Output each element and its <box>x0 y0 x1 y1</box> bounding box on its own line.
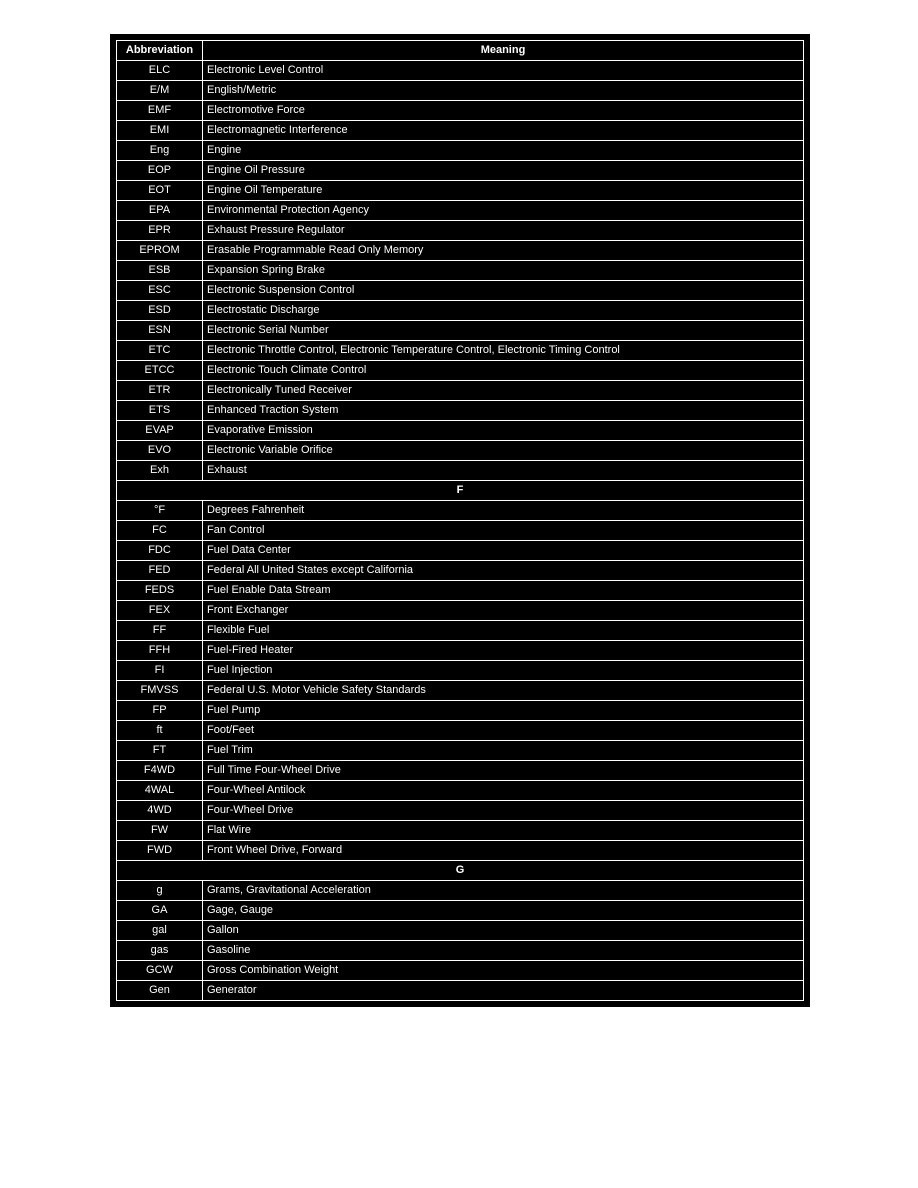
abbreviation-cell: Exh <box>117 461 203 481</box>
table-row <box>117 421 804 441</box>
meaning-cell: Evaporative Emission <box>203 421 804 441</box>
abbreviation-cell: °F <box>117 501 203 521</box>
table-row <box>117 301 804 321</box>
meaning-cell: Degrees Fahrenheit <box>203 501 804 521</box>
table-row <box>117 941 804 961</box>
table-row <box>117 981 804 1001</box>
abbreviation-cell: FDC <box>117 541 203 561</box>
table-row <box>117 621 804 641</box>
meaning-cell: Erasable Programmable Read Only Memory <box>203 241 804 261</box>
abbreviation-cell: F4WD <box>117 761 203 781</box>
abbreviation-cell: EOP <box>117 161 203 181</box>
meaning-cell: Environmental Protection Agency <box>203 201 804 221</box>
table-row <box>117 821 804 841</box>
table-row <box>117 401 804 421</box>
meaning-cell: Full Time Four-Wheel Drive <box>203 761 804 781</box>
meaning-cell: Electronic Touch Climate Control <box>203 361 804 381</box>
table-row <box>117 781 804 801</box>
table-row <box>117 881 804 901</box>
meaning-cell: Front Exchanger <box>203 601 804 621</box>
meaning-cell: Electromagnetic Interference <box>203 121 804 141</box>
abbreviation-cell: ESC <box>117 281 203 301</box>
abbreviation-cell: FC <box>117 521 203 541</box>
section-letter: G <box>117 861 804 881</box>
meaning-cell: Exhaust <box>203 461 804 481</box>
table-row <box>117 501 804 521</box>
table-row <box>117 461 804 481</box>
abbreviation-cell: FEX <box>117 601 203 621</box>
abbreviation-cell: E/M <box>117 81 203 101</box>
table-row <box>117 381 804 401</box>
table-row <box>117 121 804 141</box>
abbreviation-cell: EMF <box>117 101 203 121</box>
abbreviation-table-frame <box>110 34 810 1007</box>
meaning-cell: English/Metric <box>203 81 804 101</box>
abbreviation-cell: ELC <box>117 61 203 81</box>
table-row <box>117 241 804 261</box>
meaning-cell: Electrostatic Discharge <box>203 301 804 321</box>
section-header-row <box>117 481 804 501</box>
meaning-cell: Electronic Throttle Control, Electronic Temperature Control, Electronic Timing Control <box>203 341 804 361</box>
abbreviation-cell: FFH <box>117 641 203 661</box>
table-row <box>117 841 804 861</box>
abbreviation-cell: FED <box>117 561 203 581</box>
abbreviation-cell: EOT <box>117 181 203 201</box>
meaning-cell: Electronic Variable Orifice <box>203 441 804 461</box>
meaning-cell: Gross Combination Weight <box>203 961 804 981</box>
table-row <box>117 761 804 781</box>
abbreviation-cell: ft <box>117 721 203 741</box>
abbreviation-cell: EVAP <box>117 421 203 441</box>
table-row <box>117 201 804 221</box>
table-body <box>117 61 804 1001</box>
meaning-cell: Gasoline <box>203 941 804 961</box>
abbreviation-cell: EVO <box>117 441 203 461</box>
abbreviation-cell: 4WAL <box>117 781 203 801</box>
section-header-row <box>117 861 804 881</box>
abbreviation-cell: FW <box>117 821 203 841</box>
meaning-cell: Fuel Data Center <box>203 541 804 561</box>
abbreviation-cell: FT <box>117 741 203 761</box>
abbreviation-cell: FF <box>117 621 203 641</box>
meaning-cell: Fuel Pump <box>203 701 804 721</box>
abbreviation-cell: Gen <box>117 981 203 1001</box>
table-row <box>117 341 804 361</box>
meaning-cell: Electronic Suspension Control <box>203 281 804 301</box>
section-letter: F <box>117 481 804 501</box>
table-row <box>117 741 804 761</box>
abbreviation-cell: GA <box>117 901 203 921</box>
abbreviation-cell: ESD <box>117 301 203 321</box>
table-row <box>117 161 804 181</box>
meaning-cell: Fuel Enable Data Stream <box>203 581 804 601</box>
table-row <box>117 521 804 541</box>
abbreviation-cell: FMVSS <box>117 681 203 701</box>
meaning-cell: Fan Control <box>203 521 804 541</box>
abbreviation-table <box>116 40 804 1001</box>
abbreviation-cell: 4WD <box>117 801 203 821</box>
table-row <box>117 541 804 561</box>
table-row <box>117 81 804 101</box>
table-row <box>117 441 804 461</box>
abbreviation-cell: EPROM <box>117 241 203 261</box>
meaning-cell: Exhaust Pressure Regulator <box>203 221 804 241</box>
abbreviation-column-header: Abbreviation <box>117 41 203 61</box>
table-row <box>117 921 804 941</box>
table-row <box>117 721 804 741</box>
meaning-cell: Fuel Trim <box>203 741 804 761</box>
abbreviation-cell: FWD <box>117 841 203 861</box>
meaning-cell: Four-Wheel Drive <box>203 801 804 821</box>
table-row <box>117 181 804 201</box>
meaning-cell: Gage, Gauge <box>203 901 804 921</box>
table-row <box>117 601 804 621</box>
table-row <box>117 661 804 681</box>
table-header-row <box>117 41 804 61</box>
abbreviation-cell: ETR <box>117 381 203 401</box>
meaning-cell: Flat Wire <box>203 821 804 841</box>
meaning-column-header: Meaning <box>203 41 804 61</box>
meaning-cell: Electronic Serial Number <box>203 321 804 341</box>
meaning-cell: Electromotive Force <box>203 101 804 121</box>
abbreviation-cell: EPR <box>117 221 203 241</box>
abbreviation-cell: gal <box>117 921 203 941</box>
meaning-cell: Grams, Gravitational Acceleration <box>203 881 804 901</box>
table-row <box>117 561 804 581</box>
table-row <box>117 101 804 121</box>
meaning-cell: Electronic Level Control <box>203 61 804 81</box>
abbreviation-cell: Eng <box>117 141 203 161</box>
abbreviation-cell: ETS <box>117 401 203 421</box>
table-row <box>117 701 804 721</box>
table-row <box>117 361 804 381</box>
meaning-cell: Front Wheel Drive, Forward <box>203 841 804 861</box>
abbreviation-cell: ETC <box>117 341 203 361</box>
meaning-cell: Engine Oil Pressure <box>203 161 804 181</box>
table-row <box>117 961 804 981</box>
abbreviation-cell: GCW <box>117 961 203 981</box>
meaning-cell: Fuel Injection <box>203 661 804 681</box>
table-row <box>117 801 804 821</box>
table-row <box>117 901 804 921</box>
abbreviation-cell: ETCC <box>117 361 203 381</box>
abbreviation-cell: gas <box>117 941 203 961</box>
meaning-cell: Flexible Fuel <box>203 621 804 641</box>
meaning-cell: Expansion Spring Brake <box>203 261 804 281</box>
meaning-cell: Engine Oil Temperature <box>203 181 804 201</box>
table-row <box>117 221 804 241</box>
table-row <box>117 641 804 661</box>
meaning-cell: Federal All United States except California <box>203 561 804 581</box>
abbreviation-cell: EPA <box>117 201 203 221</box>
meaning-cell: Fuel-Fired Heater <box>203 641 804 661</box>
abbreviation-cell: FI <box>117 661 203 681</box>
meaning-cell: Federal U.S. Motor Vehicle Safety Standards <box>203 681 804 701</box>
meaning-cell: Generator <box>203 981 804 1001</box>
table-row <box>117 581 804 601</box>
meaning-cell: Enhanced Traction System <box>203 401 804 421</box>
table-row <box>117 681 804 701</box>
table-row <box>117 61 804 81</box>
abbreviation-cell: FEDS <box>117 581 203 601</box>
table-row <box>117 141 804 161</box>
table-row <box>117 321 804 341</box>
table-row <box>117 281 804 301</box>
meaning-cell: Electronically Tuned Receiver <box>203 381 804 401</box>
meaning-cell: Engine <box>203 141 804 161</box>
meaning-cell: Foot/Feet <box>203 721 804 741</box>
table-row <box>117 261 804 281</box>
meaning-cell: Gallon <box>203 921 804 941</box>
meaning-cell: Four-Wheel Antilock <box>203 781 804 801</box>
abbreviation-cell: FP <box>117 701 203 721</box>
abbreviation-cell: ESN <box>117 321 203 341</box>
abbreviation-cell: ESB <box>117 261 203 281</box>
abbreviation-cell: g <box>117 881 203 901</box>
abbreviation-cell: EMI <box>117 121 203 141</box>
